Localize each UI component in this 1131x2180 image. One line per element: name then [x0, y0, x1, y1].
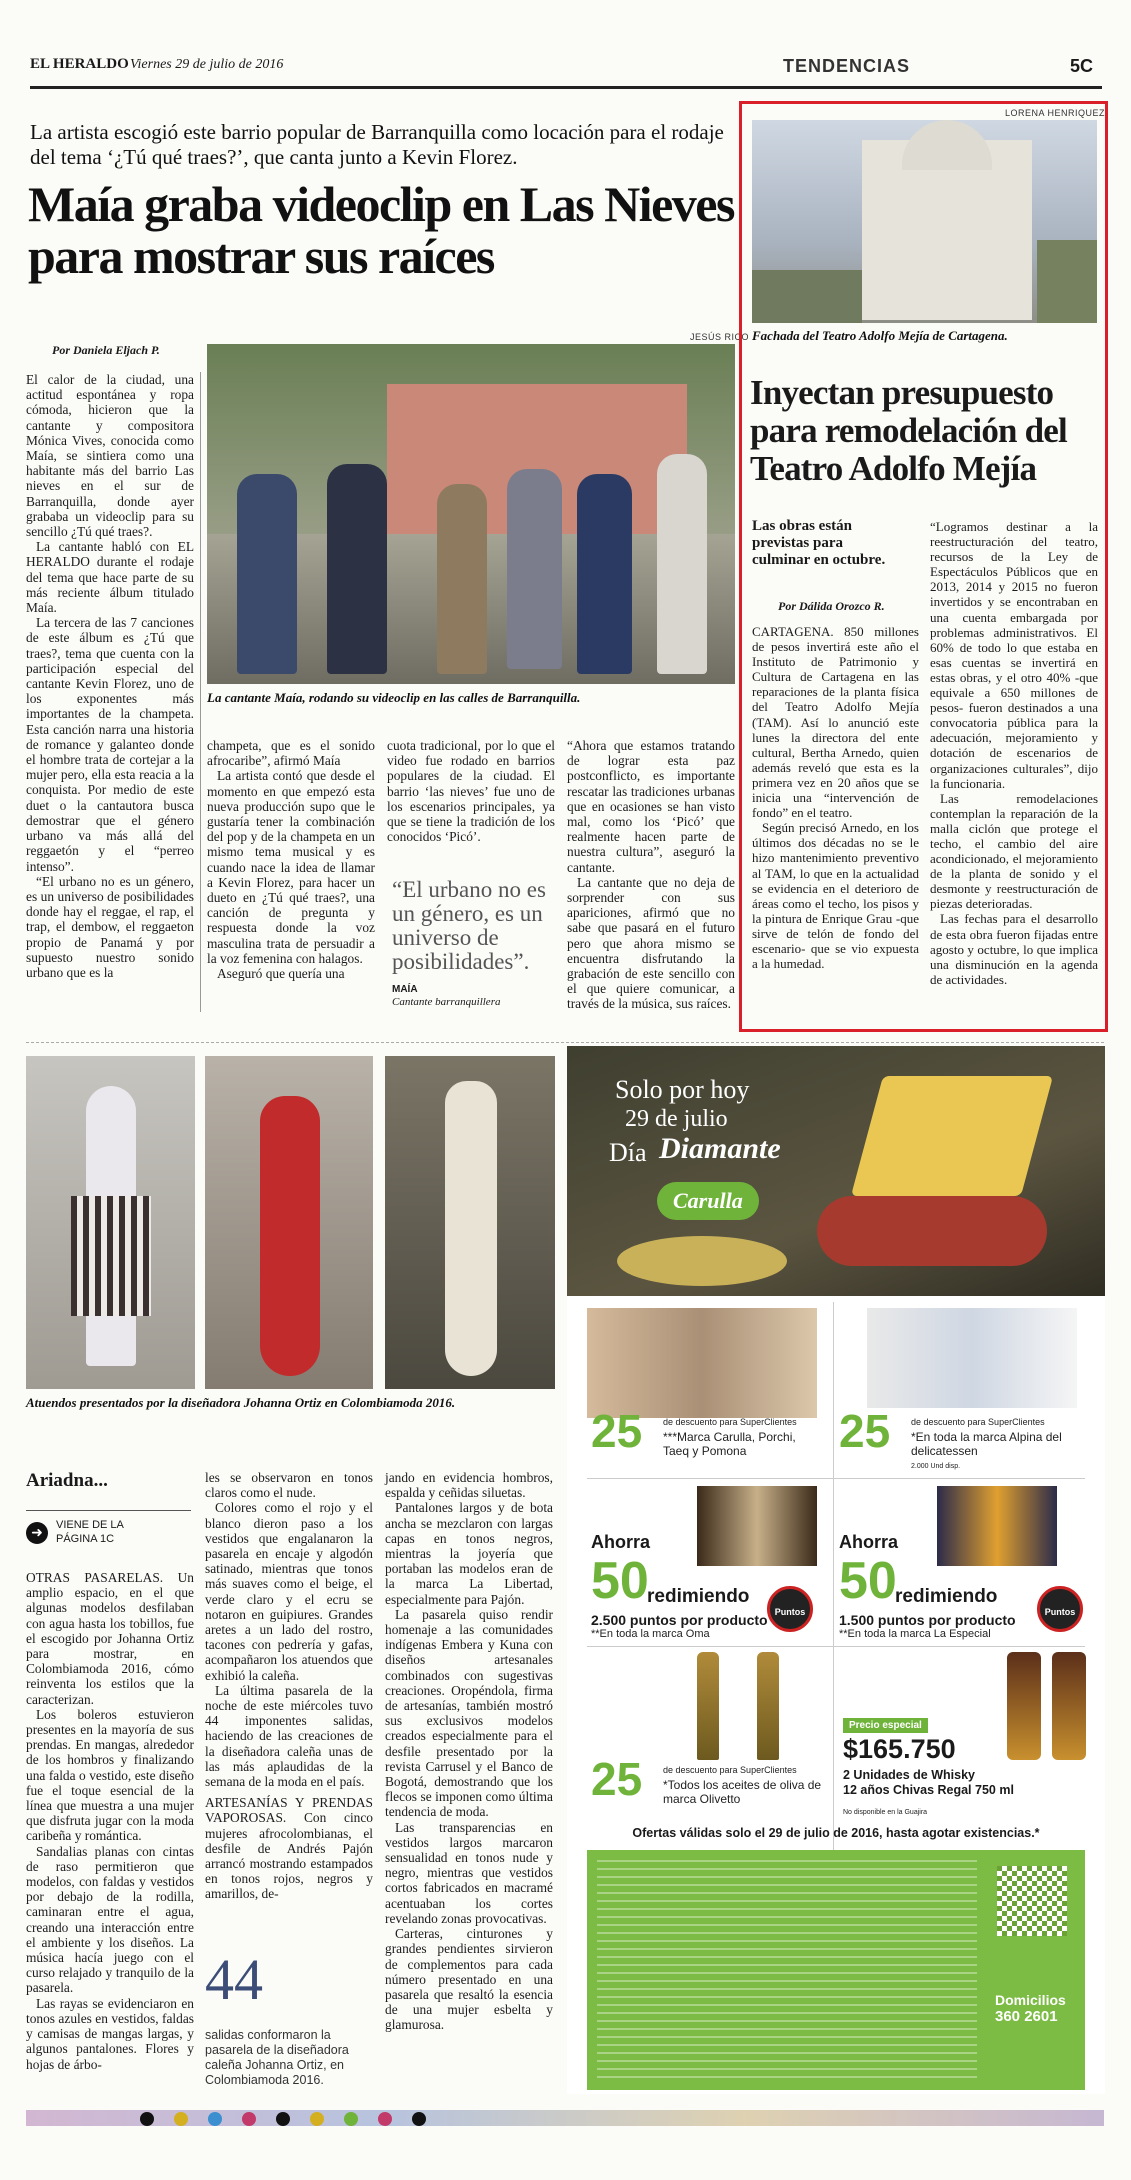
side-byline: Por Dálida Orozco R. — [778, 599, 885, 613]
paragraph: cuota tradicional, por lo que el video fue rodado en barrios populares de la ciudad. El barrio ‘las nieves’ fue uno de los escenarios principales, ya que se tiene la tradición de los conocidos ‘Picó’. — [387, 738, 555, 845]
offer-6-desc-2: 12 años Chivas Regal 750 ml — [843, 1783, 1014, 1797]
offer-1-sub: de descuento para SuperClientes — [663, 1417, 797, 1427]
paragraph: La última pasarela de la noche de este miércoles tuvo 44 imponentes salidas, haciendo de las creaciones de la diseñadora caleña unas de las más aplaudidas de la semana de la moda en el país. — [205, 1682, 373, 1790]
side-column-1 — [752, 624, 919, 971]
qr-code[interactable] — [997, 1866, 1067, 1936]
side-deck: Las obras están previstas para culminar en octubre. — [752, 518, 886, 568]
column-rule — [200, 372, 201, 1012]
paragraph: “El urbano no es un género, es un universo de posibilidades donde hay el reggae, el rap, el trap, el dembow, el reggaeton propio de Panamá y por supuesto nuestro sonido urbano que es la — [26, 873, 194, 980]
main-kicker: La artista escogió este barrio popular de Barranquilla como locación para el rodaje del tema ‘¿Tú qué traes?’, que canta junto a Kevin Florez. — [30, 120, 724, 169]
offer-3-head: Ahorra — [591, 1532, 651, 1552]
masthead-date: Viernes 29 de julio de 2016 — [130, 57, 284, 72]
offer-1-desc: ***Marca Carulla, Porchi, Taeq y Pomona — [663, 1430, 796, 1458]
carulla-ad[interactable] — [567, 1046, 1105, 2094]
offer-4-points: 1.500 puntos por producto — [839, 1612, 1016, 1628]
offer-5-percent: 25 — [591, 1753, 643, 1805]
ad-hero-line-1: Solo por hoy — [615, 1075, 750, 1104]
main-photo-caption: La cantante Maía, rodando su videoclip en las calles de Barranquilla. — [207, 690, 581, 705]
fashion-column-2 — [205, 1470, 373, 1902]
offer-4-percent: 50 — [839, 1552, 897, 1610]
domicilios-label: Domicilios — [995, 1992, 1066, 2008]
side-photo — [752, 120, 1097, 323]
big-number-text: salidas conformaron la pasarela de la diseñadora caleña Johanna Ortiz, en Colombiamoda 2016. — [205, 2028, 349, 2087]
main-column-3 — [387, 738, 555, 844]
jump-line-2: PÁGINA 1C — [56, 1533, 115, 1545]
paragraph: jando en evidencia hombros, espalda y ceñidas siluetas. — [385, 1470, 553, 1501]
fashion-photo-2 — [205, 1056, 373, 1389]
main-byline: Por Daniela Eljach P. — [52, 343, 160, 357]
offer-3-redimiendo: redimiendo — [647, 1586, 750, 1607]
paragraph: El calor de la ciudad, una actitud espontánea y ropa cómoda, hicieron que la cantante y compositora Mónica Vives, conocida como Maía, se sintiera como una habitante más del barrio Las nieves en el sur de Barranquilla, donde ayer grababa un videoclip para su sencillo ¿Tú qué traes?. — [26, 372, 194, 540]
paragraph: CARTAGENA. 850 millones de pesos invertirá este año el Instituto de Patrimonio y Cultura de Cartagena en las reparaciones de la planta física del Teatro Adolfo Mejía (TAM). Así lo anunció este lunes la directora del ente cultural, Bertha Arnedo, quien además reveló que esta es la primera vez en 20 años que se inicia una “intervención de fondo” en el teatro. — [752, 624, 919, 821]
pull-quote-name: MAÍA — [392, 984, 418, 995]
offer-4-desc: **En toda la marca La Especial — [839, 1628, 991, 1640]
paragraph: Pantalones largos y de bota ancha se mezclaron con largas capas en tonos negros, mientras la joyería que portaban las modelos eran de la marca La Libertad, especialmente para Pajón. — [385, 1500, 553, 1607]
offer-5-desc: *Todos los aceites de oliva de marca Olivetto — [663, 1778, 822, 1806]
ad-hero-line-3: Día — [609, 1138, 647, 1167]
side-column-2 — [930, 519, 1098, 987]
paragraph: La cantante habló con EL HERALDO durante el rodaje del tema que hace parte de su más reciente álbum titulado Maía. — [26, 539, 194, 616]
paragraph: La pasarela quiso rendir homenaje a las comunidades indígenas Embera y Kuna con diseños artesanales combinados con sugestivas creaciones. Oropéndola, firma de artesanías, también mostró sus exclusivos modelos creados especialmente para el desfile presentado por la revista Carrusel y el Banco de Bogotá, demostrando que los flecos se imponen como última tendencia de moda. — [385, 1606, 553, 1820]
ad-brand-logo: Carulla — [657, 1182, 759, 1220]
offer-1-percent: 25 — [591, 1405, 643, 1457]
jump-line-1: VIENE DE LA — [56, 1519, 124, 1531]
main-headline: Maía graba videoclip en Las Nieves para mostrar sus raíces — [28, 176, 734, 284]
fashion-headline: Ariadna... — [26, 1470, 108, 1491]
paragraph: Aseguró que quería una — [217, 966, 345, 982]
offer-5-sub: de descuento para SuperClientes — [663, 1765, 797, 1775]
offer-3-desc: **En toda la marca Oma — [591, 1628, 710, 1640]
paragraph: “Logramos destinar a la reestructuración del teatro, recursos de la Ley de Espectáculos Públicos que en 2013, 2014 y 2015 no fueron invertidos y se encontraban en una cuenta embargada por problemas administrativos. El 60% de todo lo que estaba en esas cuentas se invertirá en estas obras, y el otro 40% -que equivale a 650 millones de pesos- fueron destinados a una convocatoria pública para la adecuación, mejoramiento y dotación de escenarios de organizaciones culturales”, dijo la funcionaria. — [930, 519, 1098, 791]
offer-6-fine: No disponible en la Guajira — [843, 1809, 928, 1816]
side-photo-caption: Fachada del Teatro Adolfo Mejía de Cartagena. — [752, 328, 1008, 343]
paragraph: Colores como el rojo y el blanco dieron paso a los vestidos que engalanaron la pasarela en encaje y algodón satinado, mientras que tonos más suaves como el beige, el verde claro y el ecru se notaron en guipiures. Grandes aretes a un lado del rostro, tacones con pedrería y gafas, acompañaron los atuendos que exhibió la caleña. — [205, 1500, 373, 1683]
paragraph: Las transparencias en vestidos largos marcaron sensualidad en tonos nude y negro, mientras que vestidos cortos fabricados en macramé acentuaban los cortes revelando zonas provocativas. — [385, 1819, 553, 1926]
puntos-badge: Puntos — [1037, 1586, 1083, 1632]
offer-2-sub: de descuento para SuperClientes — [911, 1417, 1045, 1427]
paragraph: La cantante que no deja de sorprender con sus apariciones, afirmó que no sabe que pasará en el futuro pero que ahora mismo se encuentra disfrutando la grabación de este sencillo con el que quiere comunicar, a través de la música, sus raíces. — [567, 874, 735, 1012]
paragraph: “Ahora que estamos tratando de lograr esta paz postconflicto, es importante rescatar las tradiciones urbanas que en ocasiones se han visto mal, como los ‘Picó’ que realmente hacen parte de nuestra cultura”, aseguró la cantante. — [567, 738, 735, 875]
paragraph: La tercera de las 7 canciones de este álbum es ¿Tú que traes?, tema que cuenta con la participación especial del cantante Kevin Florez, uno de los exponentes más importantes de la champeta. Esta canción narra una historia de romance y galanteo donde el hombre trata de cortejar a la mujer pero, ella esta reacia a la conquista. Por medio de este duet o la cantautora busca demostrar que el género urbano va más allá del reggaetón y el “perreo intenso”. — [26, 615, 194, 874]
offer-3-points: 2.500 puntos por producto — [591, 1612, 768, 1628]
arrow-right-icon[interactable]: ➜ — [26, 1522, 48, 1544]
ad-footer-line: Ofertas válidas solo el 29 de julio de 2016, hasta agotar existencias.* — [632, 1826, 1040, 1840]
paragraph: Carteras, cinturones y grandes pendientes sirvieron de complementos para cada número presentado en una pasarela que resaltó la esencia de una mujer esbelta y glamurosa. — [385, 1926, 553, 2033]
paragraph: Sandalias planas con cintas de raso permitieron que modelos, con faldas y vestidos por debajo de la rodilla, caminaran entre el agua, creando una interacción entre el ambiente y los diseños. La música hacía juego con el curso relajado y tranquilo de la pasarela. — [26, 1843, 194, 1996]
ad-hero-diamante: Diamante — [659, 1132, 781, 1165]
paragraph: Las remodelaciones contemplan la reparación de la malla ciclón que protege el techo, el cambio del aire acondicionado, el mejoramiento de la planta de sonido y el desmonte y reestructuración de piezas deterioradas. — [930, 790, 1098, 912]
fashion-column-3 — [385, 1470, 553, 2033]
header-rule — [30, 86, 1102, 89]
jump-line[interactable] — [56, 1518, 124, 1546]
pull-quote-role: Cantante barranquillera — [392, 996, 501, 1008]
big-number: 44 — [205, 1947, 263, 2012]
offer-6-price: $165.750 — [843, 1734, 956, 1764]
fashion-photo-caption: Atuendos presentados por la diseñadora Johanna Ortiz en Colombiamoda 2016. — [26, 1395, 456, 1410]
fashion-photo-3 — [385, 1056, 555, 1389]
fashion-column-1 — [26, 1570, 194, 2072]
main-column-4 — [567, 738, 735, 1012]
ad-hero-line-2: 29 de julio — [625, 1106, 728, 1132]
paragraph: ARTESANÍAS Y PRENDAS VAPOROSAS. Con cinco mujeres afrocolombianas, el desfile de Andrés Pajón arrancó mostrando estampados en tonos rojos, negros y amarillos, de- — [205, 1795, 373, 1902]
paragraph: Los boleros estuvieron presentes en la mayoría de sus prendas. En mangas, alrededor de los hombros y finalizando una falda o vestido, este diseño fue el toque esencial de la línea que muestra a una mujer que disfruta jugar con la moda caribeña y romántica. — [26, 1706, 194, 1844]
paragraph: Las fechas para el desarrollo de esta obra fueron fijadas entre agosto y octubre, lo que implica una disminución en la agenda de actividades. — [930, 911, 1098, 987]
side-photo-credit: LORENA HENRIQUEZ — [1005, 108, 1106, 118]
section-divider — [26, 1042, 1104, 1043]
paragraph: champeta, que es el sonido afrocaribe”, afirmó Maía — [207, 738, 375, 769]
paragraph: les se observaron en tonos claros como el nude. — [205, 1470, 373, 1501]
paragraph: OTRAS PASARELAS. Un amplio espacio, en el que algunas modelos desfilaban con agua hasta los tobillos, fue el escogido por Johanna Ortiz para mostrar, en Colombiamoda 2016, cómo reinventa los estilos que la caracterizan. — [26, 1570, 194, 1707]
main-photo-credit: JESÚS RICO — [690, 332, 750, 342]
offer-2-desc: *En toda la marca Alpina del delicatessen — [911, 1430, 1062, 1458]
offer-2-percent: 25 — [839, 1405, 891, 1457]
offer-6-tag: Precio especial — [843, 1718, 928, 1733]
domicilios-number: 360 2601 — [995, 2008, 1058, 2025]
offer-3-percent: 50 — [591, 1552, 649, 1610]
registration-dots — [140, 2111, 446, 2130]
paragraph: La artista contó que desde el momento en que empezó esta nueva producción supo que le gustaría tener la combinación del pop y de la champeta en un mismo tema musical y es cuando nace la idea de llamar a Kevin Florez, para hacer un dueto en ¿Tú qué traes?, una canción de pregunta y respuesta donde la voz masculina trata de persuadir a la voz femenina con halagos. — [207, 768, 375, 966]
paragraph: Las rayas se evidenciaron en tonos azules en vestidos, faldas y camisas de mangas largas, y algunos pantalones. Flores y hojas de árbo- — [26, 1995, 194, 2072]
fashion-photo-1 — [26, 1056, 195, 1389]
offer-4-redimiendo: redimiendo — [895, 1586, 998, 1607]
jump-rule — [26, 1510, 191, 1511]
main-column-2 — [207, 738, 375, 981]
main-column-1 — [26, 372, 194, 980]
main-photo — [207, 344, 735, 684]
side-headline: Inyectan presupuesto para remodelación del Teatro Adolfo Mejía — [750, 373, 1067, 488]
offer-4-head: Ahorra — [839, 1532, 899, 1552]
paragraph: Según precisó Arnedo, en los últimos dos décadas no se le hizo mantenimiento preventivo al TAM, lo que en la actualidad se evidencia en el deterioro de áreas como el techo, los pisos y la pintura de Enrique Grau -que sirve de telón de fondo del escenario- que se vio expuesta a la humedad. — [752, 820, 919, 972]
pull-quote: “El urbano no es un género, es un universo de posibilidades”. — [392, 877, 546, 974]
section-title: TENDENCIAS — [783, 56, 911, 76]
masthead-paper: EL HERALDO — [30, 56, 129, 72]
page-number: 5C — [1070, 56, 1094, 76]
offer-6-desc-1: 2 Unidades de Whisky — [843, 1768, 975, 1782]
offer-2-fine: 2.000 Und disp. — [911, 1463, 961, 1470]
puntos-badge: Puntos — [767, 1586, 813, 1632]
